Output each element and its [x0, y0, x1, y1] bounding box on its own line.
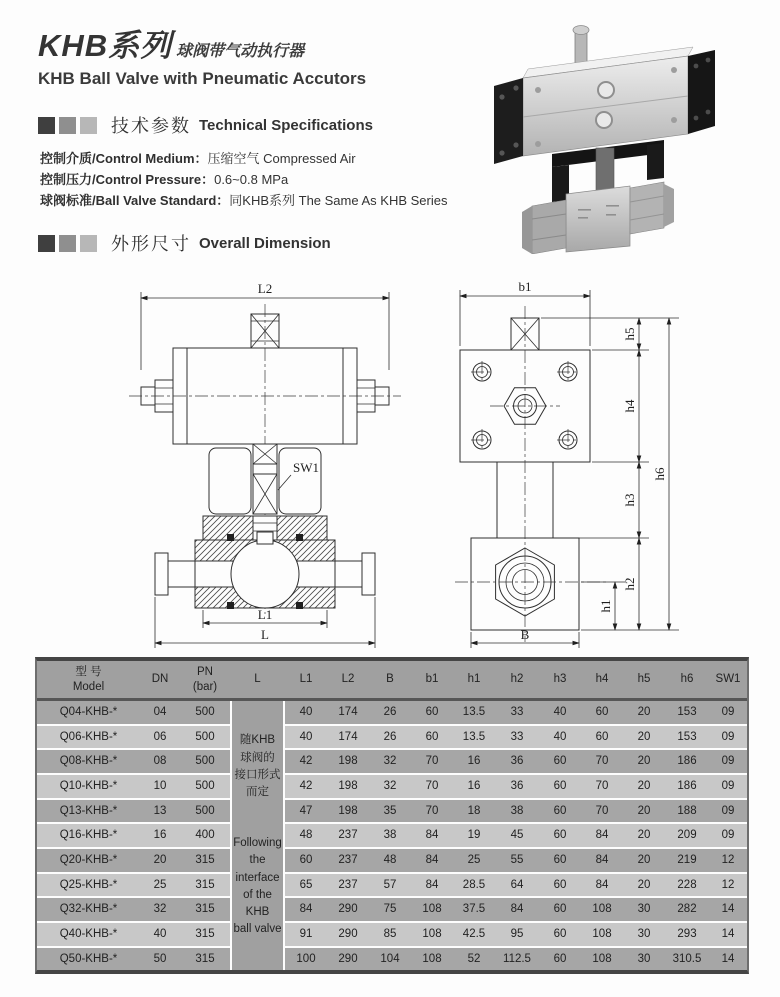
model-cell: Q20-KHB-*	[37, 849, 140, 874]
side-view-drawing	[455, 279, 679, 648]
dim-value-cell: 70	[581, 800, 623, 825]
dim-value-cell: 108	[581, 898, 623, 923]
dim-value-cell: 198	[327, 800, 369, 825]
table-header-cell: B	[369, 661, 411, 701]
dim-value-cell: 237	[327, 874, 369, 899]
specs-list	[40, 148, 447, 211]
table-header-cell: L	[230, 661, 285, 701]
section-squares	[38, 117, 101, 134]
dim-value-cell: 33	[495, 701, 539, 726]
dim-value-cell: 20	[623, 701, 665, 726]
dn-cell: 08	[140, 750, 180, 775]
model-cell: Q13-KHB-*	[37, 800, 140, 825]
dim-value-cell: 19	[453, 824, 495, 849]
dim-value-cell: 13.5	[453, 726, 495, 751]
dim-value-cell: 60	[539, 775, 581, 800]
dim-value-cell: 14	[709, 948, 747, 971]
pn-cell: 500	[180, 750, 230, 775]
dim-value-cell: 108	[411, 923, 453, 948]
dim-value-cell: 57	[369, 874, 411, 899]
table-header-cell: h1	[453, 661, 495, 701]
table-row	[37, 874, 747, 899]
dim-value-cell: 310.5	[665, 948, 709, 971]
dim-value-cell: 60	[539, 923, 581, 948]
spec-line	[40, 169, 447, 190]
air-port	[596, 112, 612, 128]
dimension-table	[37, 661, 747, 970]
dim-value-cell: 33	[495, 726, 539, 751]
dim-value-cell: 84	[411, 874, 453, 899]
dim-value-cell: 219	[665, 849, 709, 874]
section-squares	[38, 235, 101, 252]
series-title-line	[38, 20, 366, 65]
dn-cell: 32	[140, 898, 180, 923]
dim-label-h1: h1	[598, 599, 613, 613]
table-header-cell: h5	[623, 661, 665, 701]
dim-value-cell: 186	[665, 775, 709, 800]
section-title-en: Technical Specifications	[199, 116, 373, 134]
dim-value-cell: 108	[411, 948, 453, 971]
dim-value-cell: 84	[581, 874, 623, 899]
dim-value-cell: 64	[495, 874, 539, 899]
dim-value-cell: 38	[369, 824, 411, 849]
dim-value-cell: 55	[495, 849, 539, 874]
dim-value-cell: 209	[665, 824, 709, 849]
dim-label-h2: h2	[622, 577, 637, 591]
valve-body	[566, 186, 630, 252]
air-port	[598, 82, 614, 98]
model-cell: Q04-KHB-*	[37, 701, 140, 726]
dim-value-cell: 40	[285, 726, 327, 751]
dim-value-cell: 188	[665, 800, 709, 825]
dim-value-cell: 70	[581, 750, 623, 775]
table-header-cell: L1	[285, 661, 327, 701]
dim-value-cell: 60	[411, 726, 453, 751]
page-title-en: KHB Ball Valve with Pneumatic Accutors	[38, 69, 367, 88]
spec-value: 0.6~0.8 MPa	[214, 172, 289, 187]
square-dark	[38, 117, 55, 134]
dim-value-cell: 30	[623, 948, 665, 971]
spec-value: 同KHB系列 The Same As KHB Series	[229, 193, 448, 208]
dim-value-cell: 48	[369, 849, 411, 874]
dim-value-cell: 60	[539, 750, 581, 775]
dn-cell: 25	[140, 874, 180, 899]
dim-value-cell: 104	[369, 948, 411, 971]
dim-value-cell: 60	[539, 898, 581, 923]
dim-value-cell: 42.5	[453, 923, 495, 948]
table-header-cell: SW1	[709, 661, 747, 701]
pn-cell: 315	[180, 849, 230, 874]
dimension-drawings	[35, 276, 745, 650]
dn-cell: 40	[140, 923, 180, 948]
dim-value-cell: 290	[327, 898, 369, 923]
pn-cell: 500	[180, 726, 230, 751]
dim-label-h6: h6	[652, 467, 667, 481]
dim-value-cell: 36	[495, 750, 539, 775]
table-header-cell: b1	[411, 661, 453, 701]
section-title-en: Overall Dimension	[199, 234, 331, 252]
air-fitting	[575, 30, 587, 64]
square-mid	[59, 235, 76, 252]
spec-line	[40, 148, 447, 169]
dim-value-cell: 20	[623, 849, 665, 874]
dim-value-cell: 14	[709, 923, 747, 948]
table-row	[37, 726, 747, 751]
dim-value-cell: 37.5	[453, 898, 495, 923]
dim-value-cell: 237	[327, 849, 369, 874]
table-header-cell: h4	[581, 661, 623, 701]
dim-value-cell: 84	[581, 849, 623, 874]
section-header-specs	[38, 112, 373, 138]
dim-value-cell: 09	[709, 750, 747, 775]
dim-value-cell: 30	[623, 923, 665, 948]
dim-value-cell: 91	[285, 923, 327, 948]
dim-value-cell: 84	[495, 898, 539, 923]
model-cell: Q50-KHB-*	[37, 948, 140, 971]
dim-value-cell: 09	[709, 701, 747, 726]
right-end-cap	[688, 50, 715, 134]
section-title-zh: 技术参数	[111, 116, 191, 136]
dim-value-cell: 45	[495, 824, 539, 849]
dim-value-cell: 198	[327, 775, 369, 800]
square-light	[80, 235, 97, 252]
dim-value-cell: 75	[369, 898, 411, 923]
dim-label-b: B	[520, 627, 530, 642]
dim-value-cell: 26	[369, 701, 411, 726]
dim-value-cell: 60	[285, 849, 327, 874]
dim-value-cell: 20	[623, 824, 665, 849]
table-header-cell: h3	[539, 661, 581, 701]
dim-value-cell: 100	[285, 948, 327, 971]
table-row	[37, 824, 747, 849]
pn-cell: 315	[180, 898, 230, 923]
title-block	[38, 20, 366, 89]
spec-line	[40, 190, 447, 211]
dim-value-cell: 09	[709, 800, 747, 825]
section-header-dims	[38, 230, 331, 256]
dim-value-cell: 84	[285, 898, 327, 923]
dim-value-cell: 09	[709, 775, 747, 800]
l-note-en: Following the interface of the KHB ball valve	[233, 837, 282, 936]
dim-value-cell: 20	[623, 874, 665, 899]
spec-value: 压缩空气 Compressed Air	[207, 151, 356, 166]
dim-value-cell: 293	[665, 923, 709, 948]
dim-value-cell: 282	[665, 898, 709, 923]
table-row	[37, 849, 747, 874]
dim-value-cell: 25	[453, 849, 495, 874]
square-light	[80, 117, 97, 134]
dim-value-cell: 174	[327, 701, 369, 726]
dim-value-cell: 70	[411, 775, 453, 800]
square-mid	[59, 117, 76, 134]
product-photo	[478, 16, 770, 254]
table-row	[37, 948, 747, 971]
pn-cell: 500	[180, 775, 230, 800]
dim-value-cell: 290	[327, 923, 369, 948]
dim-value-cell: 60	[411, 701, 453, 726]
dim-value-cell: 237	[327, 824, 369, 849]
spec-label: 控制压力/Control Pressure：	[40, 172, 215, 187]
series-subtitle-zh: 球阀带气动执行器	[176, 43, 305, 60]
dim-value-cell: 60	[539, 800, 581, 825]
table-row	[37, 775, 747, 800]
dim-label-l1: L1	[257, 607, 273, 622]
table-header-cell: h2	[495, 661, 539, 701]
dim-value-cell: 35	[369, 800, 411, 825]
dim-value-cell: 16	[453, 775, 495, 800]
dim-value-cell: 36	[495, 775, 539, 800]
dim-value-cell: 84	[411, 824, 453, 849]
dn-cell: 50	[140, 948, 180, 971]
dim-value-cell: 198	[327, 750, 369, 775]
dim-value-cell: 20	[623, 800, 665, 825]
dim-value-cell: 26	[369, 726, 411, 751]
model-cell: Q32-KHB-*	[37, 898, 140, 923]
l-column-note-cell	[230, 701, 285, 970]
dim-value-cell: 38	[495, 800, 539, 825]
series-title-zh: KHB系列	[38, 28, 173, 63]
dim-value-cell: 228	[665, 874, 709, 899]
dim-value-cell: 48	[285, 824, 327, 849]
dim-value-cell: 12	[709, 874, 747, 899]
model-cell: Q10-KHB-*	[37, 775, 140, 800]
dn-cell: 20	[140, 849, 180, 874]
dim-label-h4: h4	[622, 399, 637, 413]
dim-value-cell: 153	[665, 726, 709, 751]
table-header-cell: 型 号 Model	[37, 661, 140, 701]
label-sw1: SW1	[293, 460, 319, 475]
dim-value-cell: 09	[709, 824, 747, 849]
dim-value-cell: 32	[369, 750, 411, 775]
dim-value-cell: 95	[495, 923, 539, 948]
dim-value-cell: 84	[411, 849, 453, 874]
dn-cell: 04	[140, 701, 180, 726]
table-header-cell: PN (bar)	[180, 661, 230, 701]
table-row	[37, 701, 747, 726]
front-view-drawing	[129, 281, 401, 648]
actuator-photo	[494, 26, 715, 165]
dim-label-b1: b1	[518, 279, 532, 294]
dim-value-cell: 18	[453, 800, 495, 825]
pn-cell: 315	[180, 874, 230, 899]
dimension-table-wrap	[35, 657, 749, 974]
model-cell: Q08-KHB-*	[37, 750, 140, 775]
table-header-cell: DN	[140, 661, 180, 701]
dim-value-cell: 65	[285, 874, 327, 899]
left-end-cap	[494, 78, 523, 164]
pn-cell: 315	[180, 948, 230, 971]
dim-value-cell: 186	[665, 750, 709, 775]
dim-value-cell: 40	[539, 726, 581, 751]
dn-cell: 10	[140, 775, 180, 800]
dim-value-cell: 20	[623, 726, 665, 751]
spec-label: 球阀标准/Ball Valve Standard：	[40, 193, 230, 208]
dn-cell: 13	[140, 800, 180, 825]
dn-cell: 16	[140, 824, 180, 849]
dim-value-cell: 70	[411, 800, 453, 825]
table-head	[37, 661, 747, 701]
table-body	[37, 701, 747, 970]
dim-value-cell: 84	[581, 824, 623, 849]
dim-value-cell: 85	[369, 923, 411, 948]
dim-value-cell: 42	[285, 775, 327, 800]
square-dark	[38, 235, 55, 252]
dim-label-h5: h5	[622, 327, 637, 341]
pn-cell: 400	[180, 824, 230, 849]
table-header-cell: h6	[665, 661, 709, 701]
dn-cell: 06	[140, 726, 180, 751]
table-header-row	[37, 661, 747, 701]
dim-value-cell: 09	[709, 726, 747, 751]
left-hex-fitting	[532, 200, 566, 254]
dim-value-cell: 30	[623, 898, 665, 923]
dim-value-cell: 40	[539, 701, 581, 726]
dim-label-l: L	[261, 627, 269, 642]
dim-value-cell: 60	[581, 726, 623, 751]
dim-value-cell: 174	[327, 726, 369, 751]
model-cell: Q06-KHB-*	[37, 726, 140, 751]
dim-value-cell: 42	[285, 750, 327, 775]
dim-value-cell: 108	[581, 923, 623, 948]
pn-cell: 500	[180, 800, 230, 825]
dim-value-cell: 52	[453, 948, 495, 971]
dim-value-cell: 40	[285, 701, 327, 726]
dim-value-cell: 47	[285, 800, 327, 825]
table-row	[37, 750, 747, 775]
dim-value-cell: 16	[453, 750, 495, 775]
right-hex-fitting	[630, 182, 664, 234]
dim-value-cell: 108	[581, 948, 623, 971]
dim-value-cell: 112.5	[495, 948, 539, 971]
dim-value-cell: 108	[411, 898, 453, 923]
dim-label-h3: h3	[622, 493, 637, 507]
section-title-zh: 外形尺寸	[111, 234, 191, 254]
dim-label-l2: L2	[257, 281, 273, 296]
pn-cell: 315	[180, 923, 230, 948]
pn-cell: 500	[180, 701, 230, 726]
dim-value-cell: 13.5	[453, 701, 495, 726]
dim-value-cell: 60	[539, 849, 581, 874]
table-row	[37, 898, 747, 923]
dim-value-cell: 60	[581, 701, 623, 726]
model-cell: Q25-KHB-*	[37, 874, 140, 899]
dim-value-cell: 60	[539, 874, 581, 899]
dim-value-cell: 153	[665, 701, 709, 726]
dim-value-cell: 14	[709, 898, 747, 923]
dim-value-cell: 32	[369, 775, 411, 800]
table-row	[37, 923, 747, 948]
dim-value-cell: 70	[581, 775, 623, 800]
table-header-cell: L2	[327, 661, 369, 701]
dim-value-cell: 20	[623, 750, 665, 775]
table-row	[37, 800, 747, 825]
dim-value-cell: 60	[539, 948, 581, 971]
valve-photo	[522, 182, 674, 254]
dim-value-cell: 28.5	[453, 874, 495, 899]
l-note-zh: 随KHB 球阀的 接口形式 而定	[234, 734, 281, 799]
model-cell: Q16-KHB-*	[37, 824, 140, 849]
dim-value-cell: 20	[623, 775, 665, 800]
spec-label: 控制介质/Control Medium：	[40, 151, 208, 166]
dim-value-cell: 12	[709, 849, 747, 874]
dim-value-cell: 290	[327, 948, 369, 971]
dim-value-cell: 70	[411, 750, 453, 775]
model-cell: Q40-KHB-*	[37, 923, 140, 948]
dim-value-cell: 60	[539, 824, 581, 849]
